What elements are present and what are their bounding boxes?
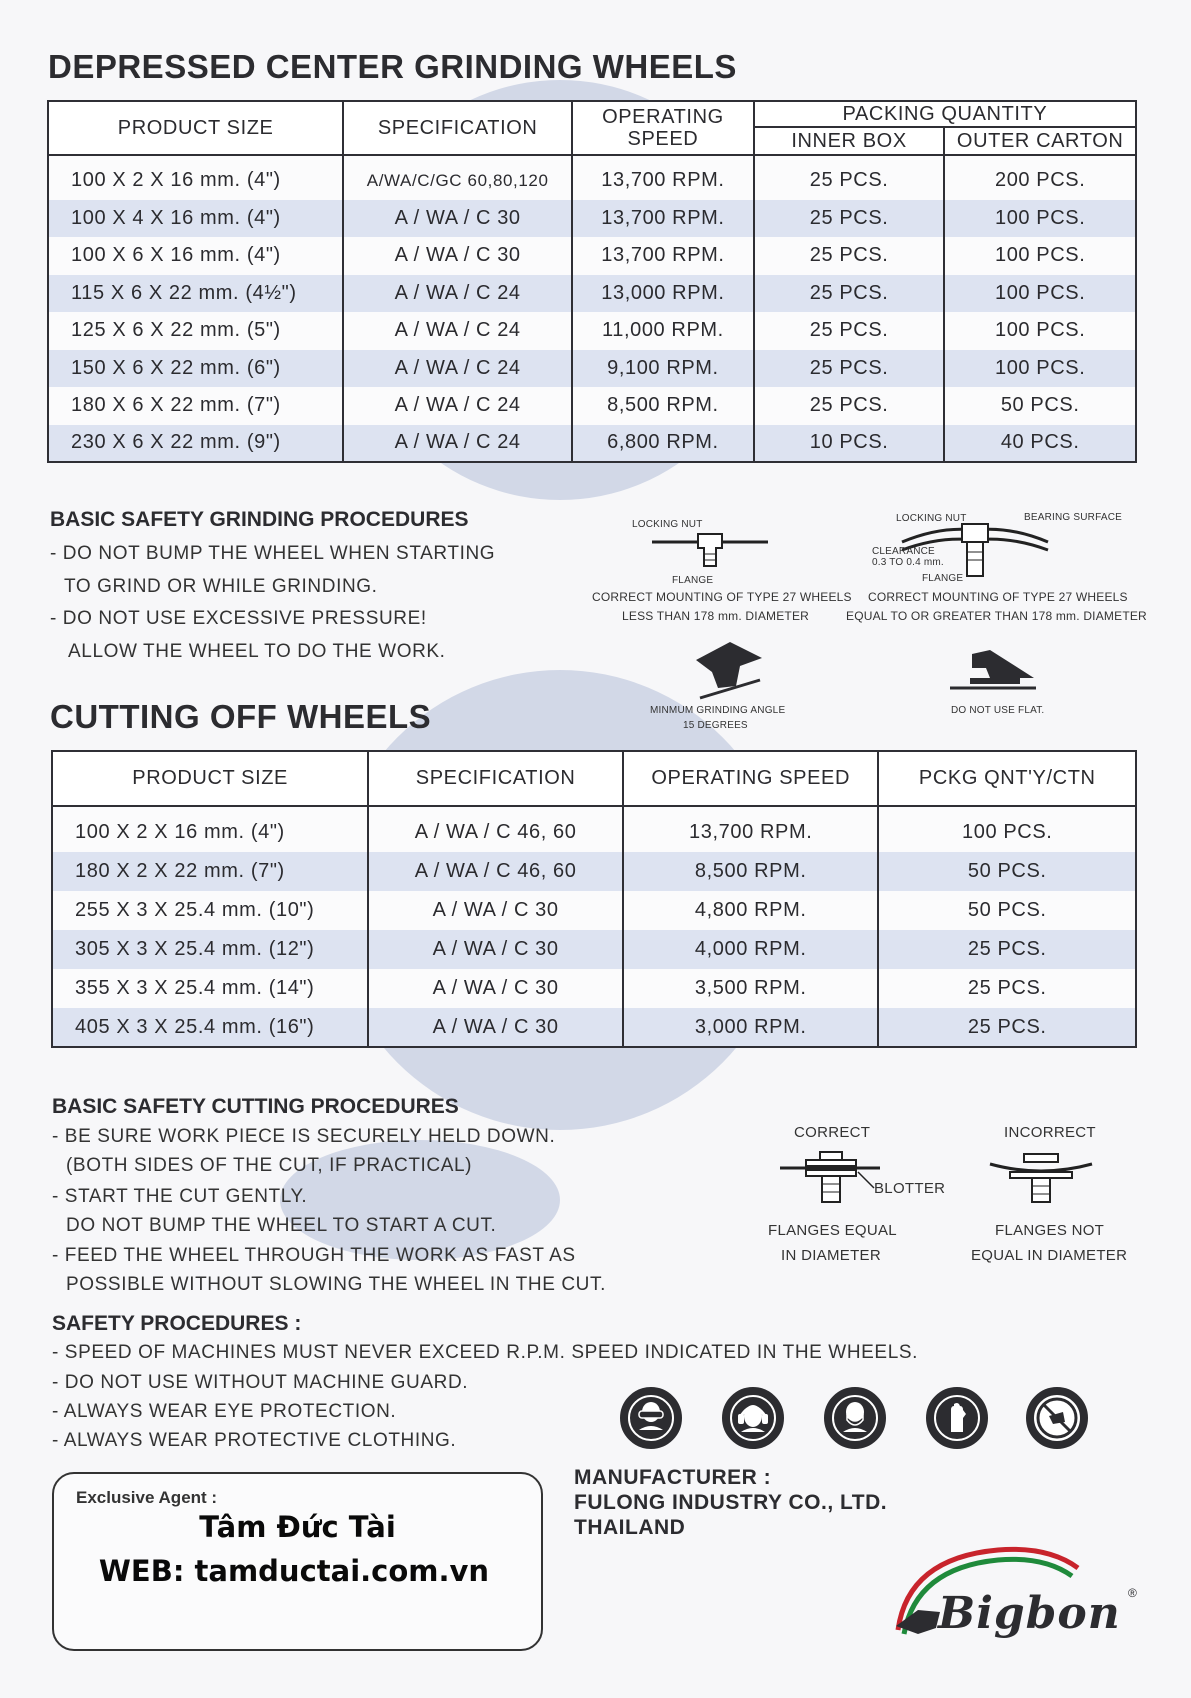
do-not-use-flat-label: DO NOT USE FLAT.: [951, 705, 1045, 716]
brand-registered: ®: [1128, 1586, 1137, 1600]
blotter-label: BLOTTER: [874, 1180, 946, 1197]
table-row: [52, 852, 1136, 891]
cell-specification: A/WA/C/GC 60,80,120: [343, 162, 572, 200]
cell-specification: A / WA / C 24: [343, 275, 572, 313]
exclusive-agent-box: [52, 1472, 543, 1651]
cell-outer-carton: 100 PCS.: [944, 275, 1136, 313]
grinding-angle-icon: [690, 636, 764, 702]
cell-product-size: 100 X 2 X 16 mm. (4"): [52, 813, 368, 852]
table-row: [52, 891, 1136, 930]
cell-operating-speed: 3,000 RPM.: [623, 1008, 879, 1047]
no-grinder-icon: [1026, 1387, 1088, 1449]
cell-product-size: 230 X 6 X 22 mm. (9"): [48, 425, 343, 463]
cell-outer-carton: 100 PCS.: [944, 312, 1136, 350]
table-row: [52, 1008, 1136, 1047]
flanges-not-equal-caption: EQUAL IN DIAMETER: [971, 1247, 1128, 1264]
cell-operating-speed: 3,500 RPM.: [623, 969, 879, 1008]
safety-title: SAFETY PROCEDURES :: [52, 1312, 302, 1335]
cell-product-size: 115 X 6 X 22 mm. (4½"): [48, 275, 343, 313]
cell-outer-carton: 40 PCS.: [944, 425, 1136, 463]
correct-label: CORRECT: [794, 1124, 871, 1141]
table-row: [48, 425, 1136, 463]
table-row: [48, 312, 1136, 350]
cell-product-size: 405 X 3 X 25.4 mm. (16"): [52, 1008, 368, 1047]
cell-product-size: 100 X 2 X 16 mm. (4"): [48, 162, 343, 200]
cell-operating-speed: 11,000 RPM.: [572, 312, 754, 350]
header-specification: SPECIFICATION: [368, 751, 623, 806]
cutting-safety-title: BASIC SAFETY CUTTING PROCEDURES: [52, 1095, 459, 1118]
bigbon-logo: [878, 1538, 1148, 1648]
cell-operating-speed: 4,800 RPM.: [623, 891, 879, 930]
table-row: [52, 930, 1136, 969]
manufacturer-company: FULONG INDUSTRY CO., LTD.: [574, 1491, 888, 1514]
gloves-icon: [926, 1387, 988, 1449]
cell-specification: A / WA / C 30: [368, 891, 623, 930]
grinding-safety-line: ALLOW THE WHEEL TO DO THE WORK.: [68, 641, 446, 662]
cutting-safety-line: - FEED THE WHEEL THROUGH THE WORK AS FAST AS: [52, 1245, 576, 1266]
mount-caption: CORRECT MOUNTING OF TYPE 27 WHEELS: [868, 590, 1128, 604]
cell-packing-qty: 100 PCS.: [878, 813, 1136, 852]
grinding-safety-title: BASIC SAFETY GRINDING PROCEDURES: [50, 508, 469, 531]
cell-specification: A / WA / C 30: [343, 200, 572, 238]
cell-specification: A / WA / C 24: [343, 425, 572, 463]
cell-outer-carton: 200 PCS.: [944, 162, 1136, 200]
cell-product-size: 100 X 6 X 16 mm. (4"): [48, 237, 343, 275]
bearing-surface-label: BEARING SURFACE: [1024, 512, 1123, 523]
cell-operating-speed: 13,700 RPM.: [572, 162, 754, 200]
cell-packing-qty: 25 PCS.: [878, 930, 1136, 969]
locking-nut-label: LOCKING NUT: [896, 513, 967, 524]
grinding-title: DEPRESSED CENTER GRINDING WHEELS: [48, 48, 737, 85]
header-outer-carton: OUTER CARTON: [944, 127, 1136, 155]
cell-inner-box: 25 PCS.: [754, 275, 945, 313]
cutting-table: [51, 750, 1137, 1048]
table-row: [48, 387, 1136, 425]
table-row: [48, 237, 1136, 275]
cell-operating-speed: 6,800 RPM.: [572, 425, 754, 463]
safety-line: - ALWAYS WEAR PROTECTIVE CLOTHING.: [52, 1430, 457, 1451]
grinding-table: [47, 100, 1137, 463]
cutting-safety-line: POSSIBLE WITHOUT SLOWING THE WHEEL IN THE CUT.: [66, 1274, 606, 1295]
cell-operating-speed: 13,000 RPM.: [572, 275, 754, 313]
cell-inner-box: 25 PCS.: [754, 350, 945, 388]
flange-label: FLANGE: [672, 575, 714, 586]
cell-product-size: 305 X 3 X 25.4 mm. (12"): [52, 930, 368, 969]
cell-outer-carton: 100 PCS.: [944, 237, 1136, 275]
cell-specification: A / WA / C 30: [368, 930, 623, 969]
cell-inner-box: 25 PCS.: [754, 162, 945, 200]
table-row: [48, 200, 1136, 238]
cutting-safety-line: - BE SURE WORK PIECE IS SECURELY HELD DOWN.: [52, 1126, 556, 1147]
ear-protection-icon: [722, 1387, 784, 1449]
flanges-equal-caption: IN DIAMETER: [781, 1247, 881, 1264]
cell-inner-box: 10 PCS.: [754, 425, 945, 463]
dust-mask-icon: [824, 1387, 886, 1449]
unequal-flanges-icon: [986, 1150, 1096, 1206]
cell-product-size: 355 X 3 X 25.4 mm. (14"): [52, 969, 368, 1008]
manufacturer-country: THAILAND: [574, 1516, 686, 1539]
safety-line: - DO NOT USE WITHOUT MACHINE GUARD.: [52, 1372, 469, 1393]
cell-specification: A / WA / C 24: [343, 387, 572, 425]
cell-inner-box: 25 PCS.: [754, 200, 945, 238]
header-product-size: PRODUCT SIZE: [52, 751, 368, 806]
safety-line: - ALWAYS WEAR EYE PROTECTION.: [52, 1401, 397, 1422]
grinding-angle-label: MINMUM GRINDING ANGLE: [650, 705, 786, 716]
cell-outer-carton: 100 PCS.: [944, 350, 1136, 388]
grinding-safety-line: - DO NOT USE EXCESSIVE PRESSURE!: [50, 608, 427, 629]
cell-inner-box: 25 PCS.: [754, 237, 945, 275]
cell-outer-carton: 100 PCS.: [944, 200, 1136, 238]
cell-operating-speed: 13,700 RPM.: [623, 813, 879, 852]
cell-specification: A / WA / C 30: [343, 237, 572, 275]
locking-nut-label: LOCKING NUT: [632, 519, 703, 530]
cell-inner-box: 25 PCS.: [754, 312, 945, 350]
header-packing-qty: PCKG QNT'Y/CTN: [878, 751, 1136, 806]
grinding-angle-value: 15 DEGREES: [683, 720, 748, 731]
cell-specification: A / WA / C 46, 60: [368, 852, 623, 891]
header-operating-speed: OPERATING SPEED: [623, 751, 879, 806]
cell-specification: A / WA / C 30: [368, 969, 623, 1008]
cell-product-size: 180 X 6 X 22 mm. (7"): [48, 387, 343, 425]
cell-operating-speed: 8,500 RPM.: [623, 852, 879, 891]
cutting-title: CUTTING OFF WHEELS: [50, 698, 432, 735]
cell-packing-qty: 25 PCS.: [878, 1008, 1136, 1047]
cell-packing-qty: 50 PCS.: [878, 852, 1136, 891]
cell-specification: A / WA / C 46, 60: [368, 813, 623, 852]
cell-product-size: 100 X 4 X 16 mm. (4"): [48, 200, 343, 238]
cell-operating-speed: 8,500 RPM.: [572, 387, 754, 425]
cutting-safety-line: DO NOT BUMP THE WHEEL TO START A CUT.: [66, 1215, 497, 1236]
safety-line: - SPEED OF MACHINES MUST NEVER EXCEED R.P.M. SPEED INDICATED IN THE WHEELS.: [52, 1342, 919, 1363]
cell-product-size: 180 X 2 X 22 mm. (7"): [52, 852, 368, 891]
clearance-value: 0.3 TO 0.4 mm.: [872, 557, 944, 568]
flanges-not-equal-caption: FLANGES NOT: [995, 1222, 1105, 1239]
agent-name: Tâm Đức Tài: [199, 1510, 396, 1544]
manufacturer-label: MANUFACTURER :: [574, 1466, 772, 1489]
incorrect-label: INCORRECT: [1004, 1124, 1096, 1141]
cutting-safety-line: - START THE CUT GENTLY.: [52, 1186, 308, 1207]
grinding-safety-line: TO GRIND OR WHILE GRINDING.: [64, 576, 378, 597]
mount-caption: EQUAL TO OR GREATER THAN 178 mm. DIAMETER: [846, 609, 1147, 623]
header-specification: SPECIFICATION: [343, 101, 572, 155]
cutting-safety-line: (BOTH SIDES OF THE CUT, IF PRACTICAL): [66, 1155, 473, 1176]
mount-caption: CORRECT MOUNTING OF TYPE 27 WHEELS: [592, 590, 852, 604]
table-row: [48, 275, 1136, 313]
cell-inner-box: 25 PCS.: [754, 387, 945, 425]
goggles-icon: [620, 1387, 682, 1449]
header-product-size: PRODUCT SIZE: [48, 101, 343, 155]
agent-label: Exclusive Agent :: [76, 1488, 218, 1507]
mount-caption: LESS THAN 178 mm. DIAMETER: [622, 609, 810, 623]
table-row: [52, 813, 1136, 852]
table-row: [48, 350, 1136, 388]
cell-operating-speed: 13,700 RPM.: [572, 237, 754, 275]
grinding-safety-line: - DO NOT BUMP THE WHEEL WHEN STARTING: [50, 543, 496, 564]
cell-product-size: 125 X 6 X 22 mm. (5"): [48, 312, 343, 350]
flange-label: FLANGE: [922, 573, 964, 584]
table-row: [48, 162, 1136, 200]
cell-outer-carton: 50 PCS.: [944, 387, 1136, 425]
header-inner-box: INNER BOX: [754, 127, 945, 155]
cell-operating-speed: 13,700 RPM.: [572, 200, 754, 238]
cell-specification: A / WA / C 24: [343, 312, 572, 350]
cell-operating-speed: 4,000 RPM.: [623, 930, 879, 969]
agent-website[interactable]: WEB: tamductai.com.vn: [98, 1554, 490, 1588]
cell-specification: A / WA / C 30: [368, 1008, 623, 1047]
equal-flanges-icon: [776, 1150, 886, 1206]
flange-mount-icon: [650, 526, 770, 576]
cell-product-size: 255 X 3 X 25.4 mm. (10"): [52, 891, 368, 930]
cell-packing-qty: 50 PCS.: [878, 891, 1136, 930]
cell-specification: A / WA / C 24: [343, 350, 572, 388]
cell-packing-qty: 25 PCS.: [878, 969, 1136, 1008]
clearance-label: CLEARANCE: [872, 546, 935, 557]
header-operating-speed: OPERATING SPEED: [572, 101, 754, 155]
table-row: [52, 969, 1136, 1008]
flanges-equal-caption: FLANGES EQUAL: [768, 1222, 897, 1239]
brand-name: Bigbon: [938, 1588, 1121, 1639]
cell-product-size: 150 X 6 X 22 mm. (6"): [48, 350, 343, 388]
cell-operating-speed: 9,100 RPM.: [572, 350, 754, 388]
header-packing-quantity: PACKING QUANTITY: [754, 101, 1136, 127]
do-not-use-flat-icon: [950, 646, 1036, 696]
